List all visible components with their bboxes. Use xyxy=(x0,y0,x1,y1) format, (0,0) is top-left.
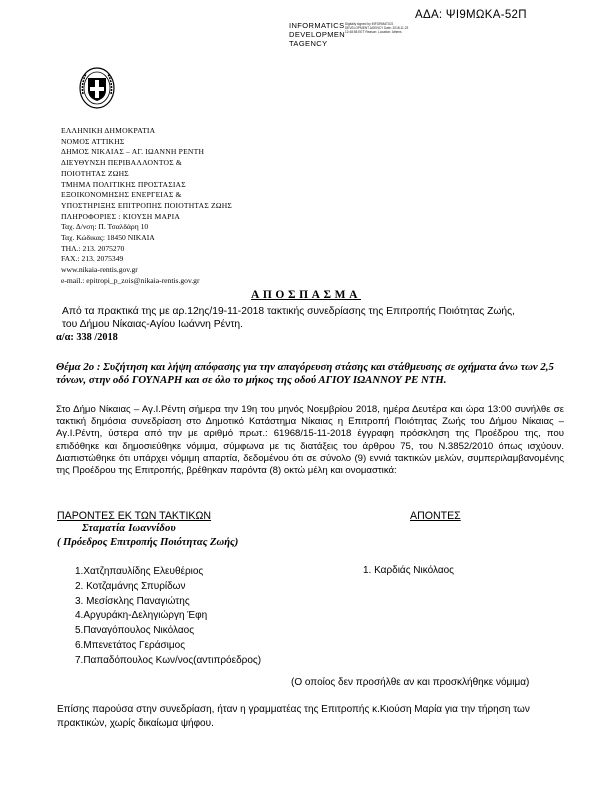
letterhead-line: Ταχ. Δ/νση: Π. Τσαλδάρη 10 xyxy=(61,222,149,232)
greek-emblem-icon xyxy=(78,64,116,110)
letterhead-line: ΔΙΕΥΘΥΝΣΗ ΠΕΡΙΒΑΛΛΟΝΤΟΣ & xyxy=(61,158,183,168)
subject-label: Θέμα 2ο : xyxy=(56,361,104,373)
intro-line: του Δήμου Νίκαιας-Αγίου Ιωάννη Ρέντη. xyxy=(62,319,243,330)
digital-signature-text: Digitally signed by INFORMATICS DEVELOPMENT AGENCY Date: 2018.11.23 12:48:58 EET Reason: Location: Athens xyxy=(345,22,409,34)
present-heading: ΠΑΡΟΝΤΕΣ ΕΚ ΤΩΝ ΤΑΚΤΙΚΩΝ xyxy=(57,510,212,522)
list-item: 3. Μεσίσκλης Παναγιώτης xyxy=(75,595,190,607)
letterhead-line: FAX.: 213. 2075349 xyxy=(61,254,124,264)
subject-text: Συζήτηση και λήψη απόφασης για την απαγόρευση στάσης και στάθμευσης σε οχήματα άνω των 2,5 τόνων, στην οδό ΓΟΥΝΑΡΗ και σε όλο το μήκος της οδού ΑΓΙΟΥ ΙΩΑΝΝΟΥ ΡΕ ΝΤΗ. xyxy=(56,361,554,386)
brand-line: DEVELOPMEN xyxy=(289,30,346,39)
list-item: 6.Μπενετάτος Γεράσιμος xyxy=(75,639,186,651)
president-role: ( Πρόεδρος Επιτροπής Ποιότητας Ζωής) xyxy=(57,537,239,548)
letterhead-line: ΠΟΙΟΤΗΤΑΣ ΖΩΗΣ xyxy=(61,168,129,178)
subject-paragraph xyxy=(56,361,576,386)
intro-text xyxy=(62,305,562,331)
body-paragraph: Στο Δήμο Νίκαιας – Αγ.Ι.Ρέντη σήμερα την 19η του μηνός Νοεμβρίου 2018, ημέρα Δευτέρα και ώρα 13:00 συνήλθε σε τακτική δημόσια συνεδρίαση στο Δημοτικό Κατάστημα Νίκαιας η Επιτροπή Ποιότητας Ζωής του Δήμου Νίκαιας – Αγ.Ι.Ρέντη, ύστερα από την με αριθμό πρωτ.: 61968/15-11-2018 έγγραφη πρόσκληση της Προέδρου της, που επιδόθηκε και δημοσιεύθηκε νόμιμα, σύμφωνα με τις διατάξεις του άρθρου 75, του Ν.3852/2010 όπως ισχύουν. Διαπιστώθηκε ότι υπάρχει νόμιμη απαρτία, δεδομένου ότι σε σύνολο (9) εννιά τακτικών μελών, συμπεριλαμβανομένης της Προέδρου της Επιτροπής, βρέθηκαν παρόντα (8) οκτώ μέλη και ονομαστικά: xyxy=(56,404,564,477)
letterhead-line: ΤΜΗΜΑ ΠΟΛΙΤΙΚΗΣ ΠΡΟΣΤΑΣΙΑΣ xyxy=(61,179,186,189)
document-title: ΑΠΟΣΠΑΣΜΑ xyxy=(250,289,362,301)
letterhead xyxy=(61,126,232,287)
list-item: 1. Καρδιάς Νικόλαος xyxy=(363,565,455,576)
list-item: 7.Παπαδόπουλος Κων/νος(αντιπρόεδρος) xyxy=(75,654,262,666)
letterhead-line: ΝΟΜΟΣ ΑΤΤΙΚΗΣ xyxy=(61,136,125,146)
list-item: 4.Αργυράκη-Δεληγιώργη Έφη xyxy=(75,610,208,622)
present-members-list xyxy=(75,565,261,669)
letterhead-line[interactable]: e-mail.: epitropi_p_zois@nikaia-rentis.gov.gr xyxy=(61,275,200,285)
agency-brand xyxy=(289,21,345,48)
letterhead-line: Ταχ. Κώδικας: 18450 ΝΙΚΑΙΑ xyxy=(61,233,155,243)
letterhead-line: ΤΗΛ.: 213. 2075270 xyxy=(61,243,125,253)
letterhead-line: ΕΞΟΙΚΟΝΟΜΗΣΗΣ ΕΝΕΡΓΕΙΑΣ & xyxy=(61,190,182,200)
decision-number: α/α: 338 /2018 xyxy=(56,332,118,343)
absent-members-list xyxy=(363,565,454,576)
brand-line: TAGENCY xyxy=(289,39,328,48)
ada-code: ΑΔΑ: ΨΙ9ΜΩΚΑ-52Π xyxy=(415,9,527,21)
letterhead-line: ΠΛΗΡΟΦΟΡΙΕΣ : ΚΙΟΥΣΗ ΜΑΡΙΑ xyxy=(61,211,181,221)
president-name: Σταματία Ιωαννίδου xyxy=(82,523,176,534)
letterhead-line[interactable]: www.nikaia-rentis.gov.gr xyxy=(61,265,138,275)
letterhead-line: ΔΗΜΟΣ ΝΙΚΑΙΑΣ – ΑΓ. ΙΩΑΝΝΗ ΡΕΝΤΗ xyxy=(61,147,205,157)
intro-line: Από τα πρακτικά της με αρ.12ης/19-11-2018 τακτικής συνεδρίασης της Επιτροπής Ποιότητας Ζωής, xyxy=(62,306,515,317)
brand-line: INFORMATICS xyxy=(289,21,345,30)
letterhead-line: ΕΛΛΗΝΙΚΗ ΔΗΜΟΚΡΑΤΙΑ xyxy=(61,126,156,135)
absent-heading: ΑΠΟΝΤΕΣ xyxy=(410,510,461,522)
list-item: 1.Χατζηπαυλίδης Ελευθέριος xyxy=(75,566,204,577)
list-item: 5.Παναγόπουλος Νικόλαος xyxy=(75,625,195,637)
letterhead-line: ΥΠΟΣΤΗΡΙΞΗΣ ΕΠΙΤΡΟΠΗΣ ΠΟΙΟΤΗΤΑΣ ΖΩΗΣ xyxy=(61,200,233,210)
list-item: 2. Κοτζαμάνης Σπυρίδων xyxy=(75,580,186,592)
closing-paragraph: Επίσης παρούσα στην συνεδρίαση, ήταν η γραμματέας της Επιτροπής κ.Κιούση Μαρία για την τήρηση των πρακτικών, χωρίς δικαίωμα ψήφου. xyxy=(57,704,530,729)
absence-note: (Ο οποίος δεν προσήλθε αν και προσκλήθηκε νόμιμα) xyxy=(291,677,530,688)
